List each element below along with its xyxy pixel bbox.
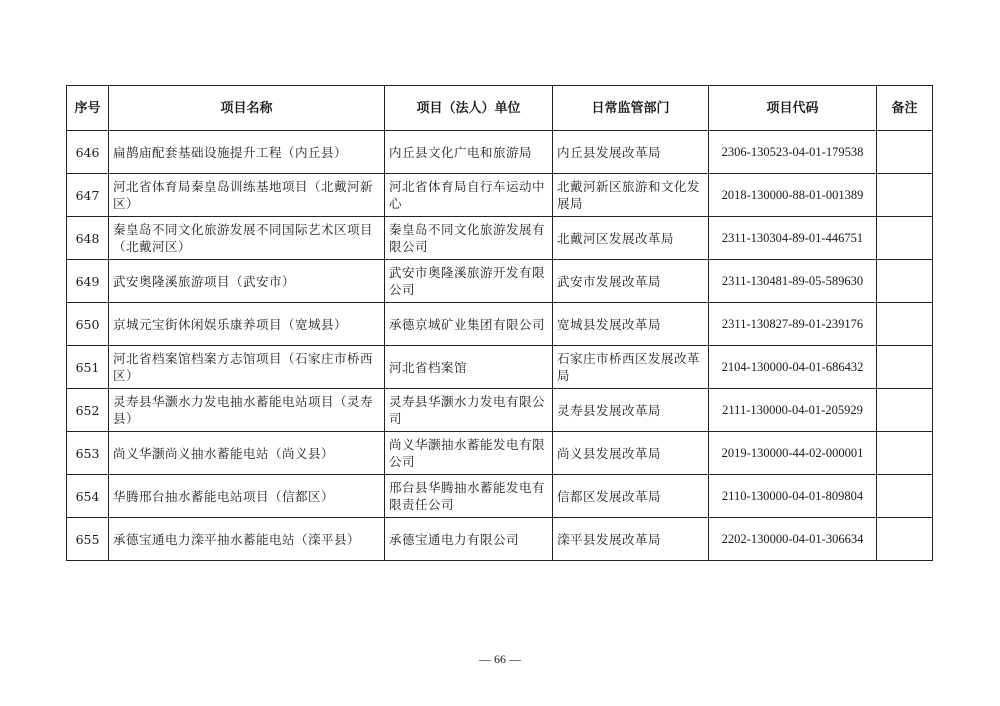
table-row	[67, 174, 933, 217]
cell-supervision-dept: 滦平县发展改革局	[553, 518, 709, 561]
cell-legal-unit: 承德京城矿业集团有限公司	[385, 303, 553, 346]
cell-seq: 649	[67, 260, 109, 303]
cell-project-name: 京城元宝街休闲娱乐康养项目（宽城县）	[109, 303, 385, 346]
cell-remarks	[877, 518, 933, 561]
cell-project-code: 2111-130000-04-01-205929	[709, 389, 877, 432]
cell-supervision-dept: 北戴河新区旅游和文化发展局	[553, 174, 709, 217]
cell-project-name: 武安奥隆溪旅游项目（武安市）	[109, 260, 385, 303]
cell-legal-unit: 承德宝通电力有限公司	[385, 518, 553, 561]
cell-project-code: 2110-130000-04-01-809804	[709, 475, 877, 518]
cell-legal-unit: 秦皇岛不同文化旅游发展有限公司	[385, 217, 553, 260]
cell-project-code: 2202-130000-04-01-306634	[709, 518, 877, 561]
cell-project-name: 承德宝通电力滦平抽水蓄能电站（滦平县）	[109, 518, 385, 561]
table-row	[67, 389, 933, 432]
cell-project-name: 河北省体育局秦皇岛训练基地项目（北戴河新区）	[109, 174, 385, 217]
header-seq: 序号	[67, 86, 109, 131]
cell-remarks	[877, 389, 933, 432]
cell-seq: 648	[67, 217, 109, 260]
table-row	[67, 346, 933, 389]
cell-seq: 647	[67, 174, 109, 217]
table-row	[67, 131, 933, 174]
cell-supervision-dept: 北戴河区发展改革局	[553, 217, 709, 260]
header-project-code: 项目代码	[709, 86, 877, 131]
cell-legal-unit: 邢台县华腾抽水蓄能发电有限责任公司	[385, 475, 553, 518]
cell-seq: 652	[67, 389, 109, 432]
table-row	[67, 303, 933, 346]
cell-remarks	[877, 217, 933, 260]
cell-project-code: 2311-130481-89-05-589630	[709, 260, 877, 303]
cell-project-name: 灵寿县华灏水力发电抽水蓄能电站项目（灵寿县）	[109, 389, 385, 432]
cell-supervision-dept: 灵寿县发展改革局	[553, 389, 709, 432]
cell-legal-unit: 河北省档案馆	[385, 346, 553, 389]
cell-seq: 654	[67, 475, 109, 518]
table-row	[67, 475, 933, 518]
cell-project-code: 2311-130304-89-01-446751	[709, 217, 877, 260]
cell-project-code: 2306-130523-04-01-179538	[709, 131, 877, 174]
header-remarks: 备注	[877, 86, 933, 131]
cell-legal-unit: 河北省体育局自行车运动中心	[385, 174, 553, 217]
table-row	[67, 518, 933, 561]
cell-seq: 655	[67, 518, 109, 561]
cell-seq: 646	[67, 131, 109, 174]
cell-project-code: 2018-130000-88-01-001389	[709, 174, 877, 217]
header-legal-unit: 项目（法人）单位	[385, 86, 553, 131]
cell-supervision-dept: 信都区发展改革局	[553, 475, 709, 518]
header-project-name: 项目名称	[109, 86, 385, 131]
cell-legal-unit: 灵寿县华灏水力发电有限公司	[385, 389, 553, 432]
cell-supervision-dept: 宽城县发展改革局	[553, 303, 709, 346]
cell-remarks	[877, 346, 933, 389]
header-supervision-dept: 日常监管部门	[553, 86, 709, 131]
cell-supervision-dept: 尚义县发展改革局	[553, 432, 709, 475]
cell-project-name: 扁鹊庙配套基础设施提升工程（内丘县）	[109, 131, 385, 174]
cell-project-name: 河北省档案馆档案方志馆项目（石家庄市桥西区）	[109, 346, 385, 389]
cell-project-name: 尚义华灏尚义抽水蓄能电站（尚义县）	[109, 432, 385, 475]
page-number: — 66 —	[479, 652, 521, 666]
table-row	[67, 260, 933, 303]
cell-seq: 650	[67, 303, 109, 346]
cell-remarks	[877, 475, 933, 518]
cell-remarks	[877, 260, 933, 303]
cell-supervision-dept: 武安市发展改革局	[553, 260, 709, 303]
table-row	[67, 432, 933, 475]
cell-seq: 653	[67, 432, 109, 475]
cell-legal-unit: 内丘县文化广电和旅游局	[385, 131, 553, 174]
cell-project-code: 2104-130000-04-01-686432	[709, 346, 877, 389]
cell-supervision-dept: 内丘县发展改革局	[553, 131, 709, 174]
cell-remarks	[877, 131, 933, 174]
cell-project-name: 秦皇岛不同文化旅游发展不同国际艺术区项目（北戴河区）	[109, 217, 385, 260]
project-table	[66, 85, 933, 561]
table-header-row	[67, 86, 933, 131]
cell-remarks	[877, 174, 933, 217]
cell-legal-unit: 武安市奥隆溪旅游开发有限公司	[385, 260, 553, 303]
table-row	[67, 217, 933, 260]
cell-project-code: 2311-130827-89-01-239176	[709, 303, 877, 346]
cell-seq: 651	[67, 346, 109, 389]
cell-legal-unit: 尚义华灏抽水蓄能发电有限公司	[385, 432, 553, 475]
cell-project-name: 华腾邢台抽水蓄能电站项目（信都区）	[109, 475, 385, 518]
cell-project-code: 2019-130000-44-02-000001	[709, 432, 877, 475]
cell-remarks	[877, 432, 933, 475]
cell-supervision-dept: 石家庄市桥西区发展改革局	[553, 346, 709, 389]
cell-remarks	[877, 303, 933, 346]
